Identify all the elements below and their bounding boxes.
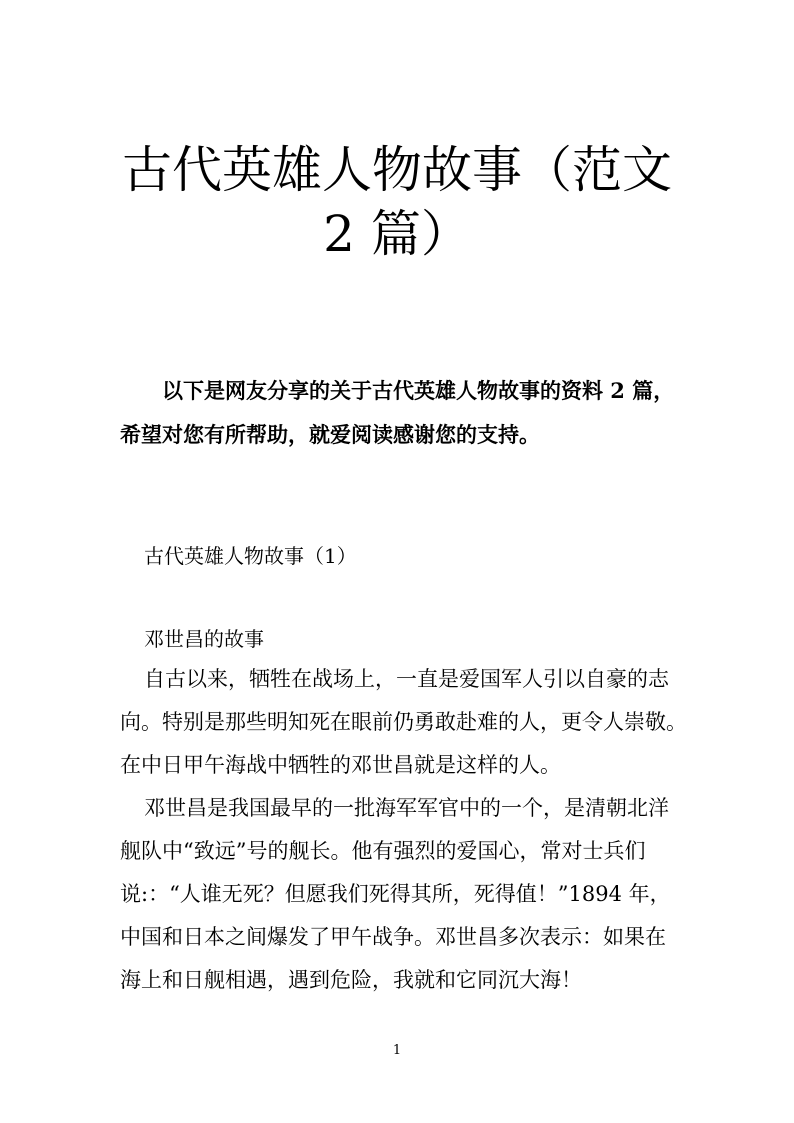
body-line: 在中日甲午海战中牺牲的邓世昌就是这样的人。 xyxy=(120,753,561,777)
story-title: 邓世昌的故事 xyxy=(144,627,264,651)
body-line: 自古以来，牺牲在战场上，一直是爱国军人引以自豪的志 xyxy=(144,667,669,691)
body-line: 海上和日舰相遇，遇到危险，我就和它同沉大海！ xyxy=(120,968,582,992)
body-line: 邓世昌是我国最早的一批海军军官中的一个，是清朝北洋 xyxy=(144,796,669,820)
body-line: 舰队中“致远”号的舰长。他有强烈的爱国心，常对士兵们 xyxy=(120,839,646,863)
body-line: 中国和日本之间爆发了甲午战争。邓世昌多次表示：如果在 xyxy=(120,925,666,949)
body-line: 说:：“人谁无死？但愿我们死得其所，死得值！”1894 年， xyxy=(120,882,671,906)
intro-line-1: 以下是网友分享的关于古代英雄人物故事的资料 2 篇， xyxy=(162,378,675,403)
document-title-line-2: 2 篇） xyxy=(323,205,471,263)
intro-line-2: 希望对您有所帮助，就爱阅读感谢您的支持。 xyxy=(120,422,540,447)
document-title-line-1: 古代英雄人物故事（范文 xyxy=(122,141,672,199)
section-heading: 古代英雄人物故事（1） xyxy=(144,544,357,568)
body-line: 向。特别是那些明知死在眼前仍勇敢赴难的人，更令人崇敬。 xyxy=(120,710,687,734)
page-number: 1 xyxy=(392,1043,402,1058)
